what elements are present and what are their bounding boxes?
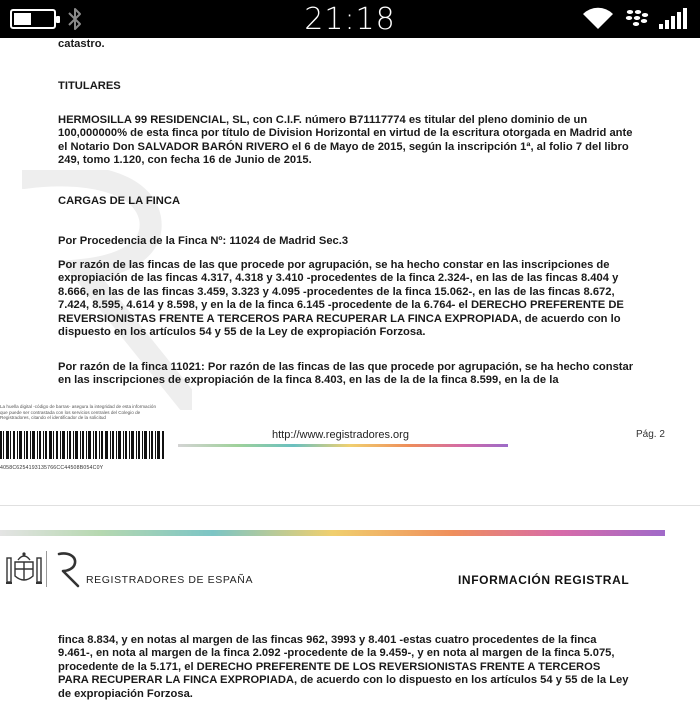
- page-divider: [0, 505, 700, 506]
- document-title: INFORMACIÓN REGISTRAL: [458, 573, 630, 587]
- clock: 21:18: [304, 2, 396, 37]
- logo-divider: [46, 551, 47, 587]
- org-name: REGISTRADORES DE ESPAÑA: [86, 574, 254, 586]
- cargas-paragraph-2: Por razón de la finca 11021: Por razón de las fincas de las que procede por agrupación, se ha hecho constar en las inscripciones de expropiación de la finca 8.403, en las de la de la finca 8.599, en la de la: [58, 361, 634, 387]
- cargas-paragraph-1: Por razón de las fincas de las que procede por agrupación, se ha hecho constar en las inscripciones de expropiación de las fincas 4.317, 4.318 y 3.410 -procedentes de la finca 2.324-, en las de las fincas 8.404 y 8.666, en las de las fincas 3.459, 3.323 y 4.095 -procedentes de la finca 15.062-, en las de las fincas 8.672, 7.424, 8.595, 4.614 y 8.598, y en la de la finca 6.145 -procedente de la 6.764- el DERECHO PREFERENTE DE REVERSIONISTAS FRENTE A TERCEROS PARA RECUPERAR LA FINCA EXPROPIADA, de acuerdo con lo dispuesto en los artículos 54 y 55 de la Ley de expropiación Forzosa.: [58, 259, 624, 339]
- blackberry-icon: [625, 9, 649, 29]
- header-color-rule: [0, 530, 665, 536]
- barcode: [0, 431, 164, 459]
- partial-text-line: catastro.: [58, 38, 105, 50]
- status-bar: [0, 0, 700, 38]
- registradores-r-logo: [56, 548, 82, 588]
- footer-color-rule: [178, 444, 508, 447]
- barcode-id: 4058C6254193135766CC44508B054C0Y: [0, 465, 104, 471]
- titulares-text: HERMOSILLA 99 RESIDENCIAL, SL, con C.I.F. número B71117774 es titular del pleno dominio de un 100,000000% de esta finca por título de Division Horizontal en virtud de la escritura otorgada en Madrid ante el Notario Don SALVADOR BARÓN RIVERO el 6 de Mayo de 2015, según la inscripción 1ª, al folio 7 del libro 249, tomo 1.120, con fecha 16 de Junio de 2015.: [58, 114, 633, 167]
- page-number: Pág. 2: [636, 429, 665, 440]
- signal-icon: [659, 8, 687, 30]
- cargas-heading: CARGAS DE LA FINCA: [58, 195, 181, 207]
- titulares-heading: TITULARES: [58, 80, 121, 92]
- spain-coat-of-arms-icon: [4, 550, 44, 588]
- page2-paragraph: finca 8.834, y en notas al margen de las fincas 962, 3993 y 8.401 -estas cuatro procedentes de la finca 9.461-, en nota al margen de la finca 2.092 -procedente de la 9.459-, y en nota al margen de la finca 5.075, procedente de la 5.171, el DERECHO PREFERENTE DE LOS REVERSIONISTAS FRENTE A TERCEROS PARA RECUPERAR LA FINCA EXPROPIADA, de acuerdo con lo dispuesto en los artículos 54 y 55 de la Ley de expropiación Forzosa.: [58, 634, 629, 700]
- footer-url-link[interactable]: http://www.registradores.org: [272, 429, 409, 441]
- legal-note: La huella digital -código de barras- asegura la integridad de esta información que puede ser contrastada con los servicios centrales del Colegio de Registradores, citando el identificador de la solicitud: [0, 404, 157, 421]
- procedencia-line: Por Procedencia de la Finca Nº: 11024 de Madrid Sec.3: [58, 235, 349, 247]
- wifi-icon: [582, 7, 614, 31]
